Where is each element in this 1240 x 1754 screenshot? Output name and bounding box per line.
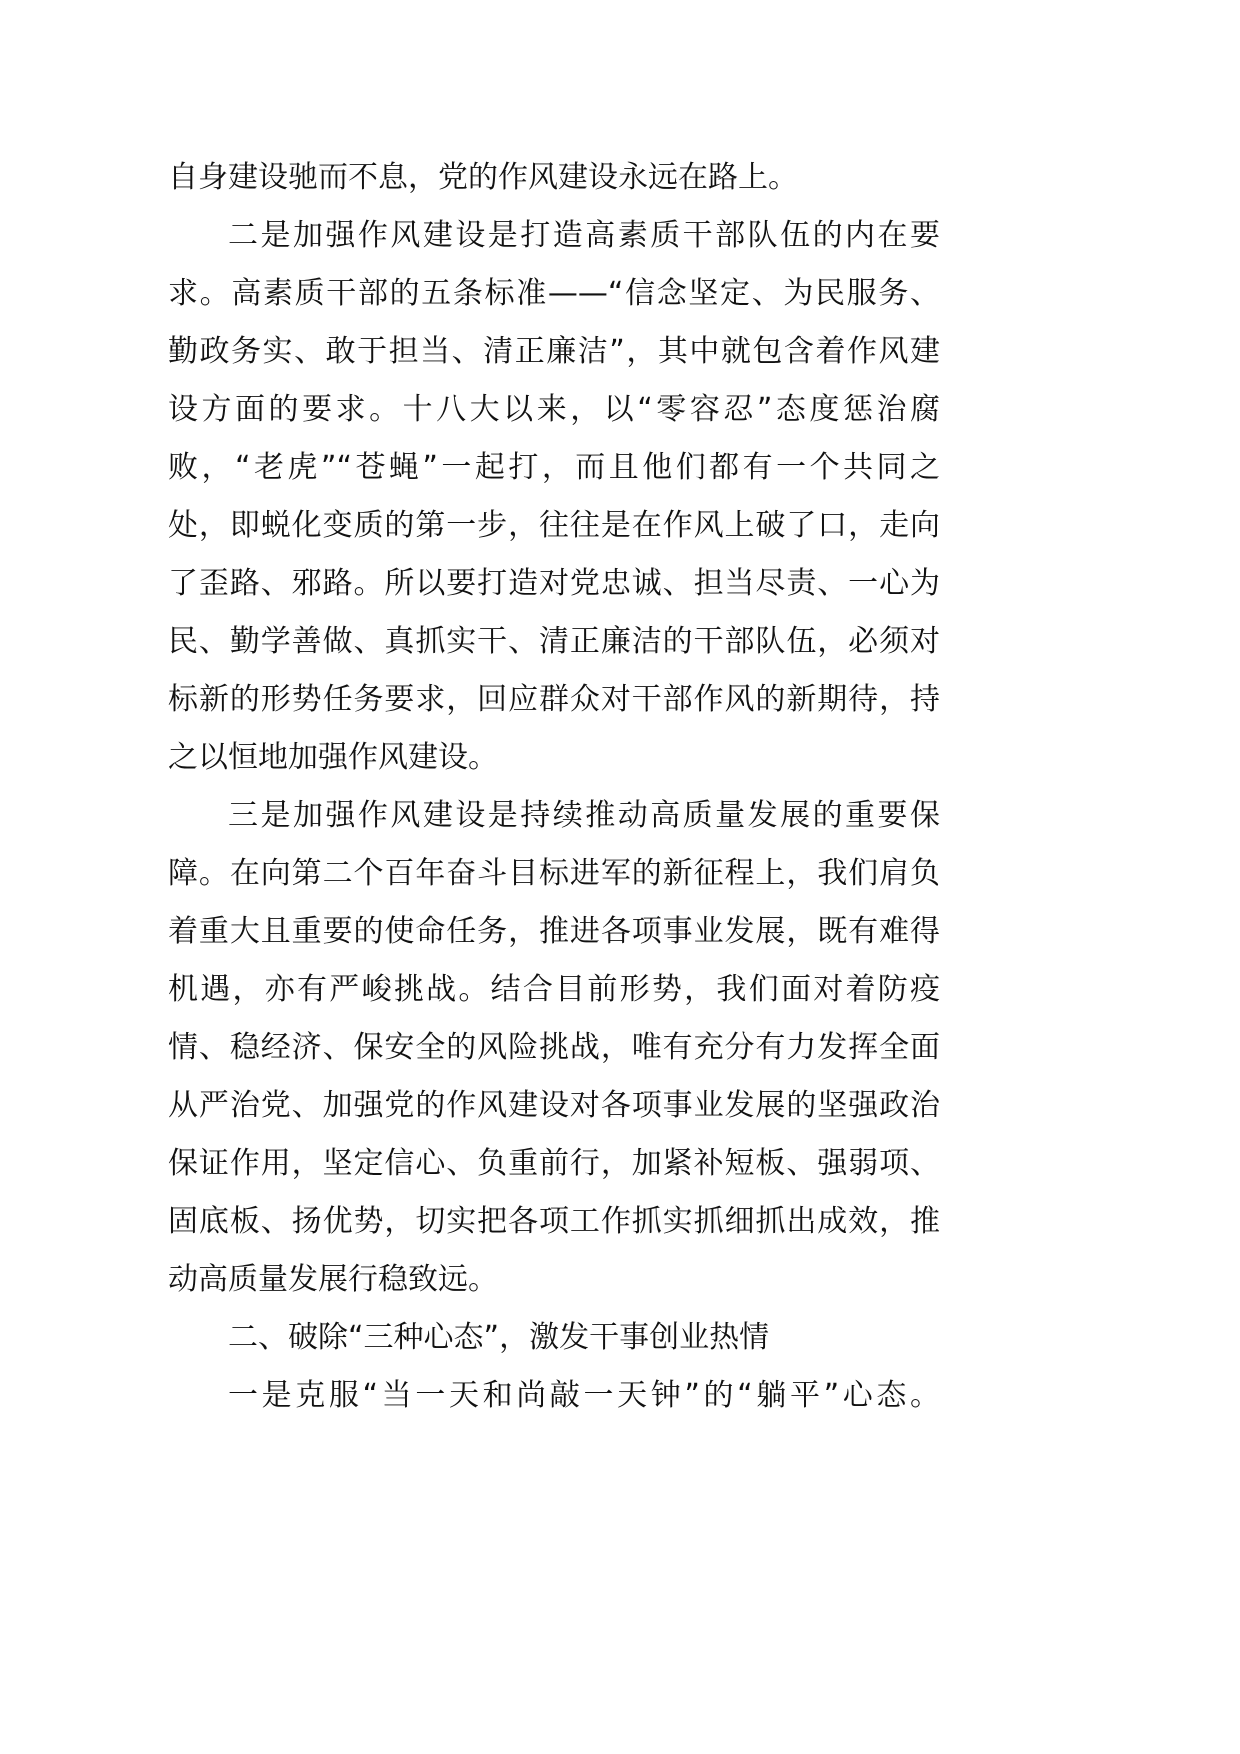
text-body bbox=[168, 149, 940, 1425]
text-line: 民、勤学善做、真抓实干、清正廉洁的干部队伍，必须对 bbox=[168, 624, 940, 659]
text-line: 固底板、扬优势，切实把各项工作抓实抓细抓出成效，推 bbox=[168, 1204, 940, 1239]
paragraph-next bbox=[168, 1367, 940, 1425]
text-line: 三是加强作风建设是持续推动高质量发展的重要保 bbox=[228, 798, 940, 833]
text-line: 处，即蜕化变质的第一步，往往是在作风上破了口，走向 bbox=[168, 508, 940, 543]
text-line: 二是加强作风建设是打造高素质干部队伍的内在要 bbox=[228, 218, 940, 253]
text-line: 设方面的要求。十八大以来，以“零容忍”态度惩治腐 bbox=[168, 392, 940, 427]
text-line: 求。高素质干部的五条标准——“信念坚定、为民服务、 bbox=[168, 276, 940, 311]
text-line: 保证作用，坚定信心、负重前行，加紧补短板、强弱项、 bbox=[168, 1146, 940, 1181]
text-line: 从严治党、加强党的作风建设对各项事业发展的坚强政治 bbox=[168, 1088, 940, 1123]
text-line: 动高质量发展行稳致远。 bbox=[168, 1262, 498, 1297]
text-line: 情、稳经济、保安全的风险挑战，唯有充分有力发挥全面 bbox=[168, 1030, 940, 1065]
section-heading-text: 二、破除“三种心态”，激发干事创业热情 bbox=[228, 1320, 770, 1355]
text-line: 败，“老虎”“苍蝇”一起打，而且他们都有一个共同之 bbox=[168, 450, 940, 485]
text-line: 了歪路、邪路。所以要打造对党忠诚、担当尽责、一心为 bbox=[168, 566, 940, 601]
text-line: 勤政务实、敢于担当、清正廉洁”，其中就包含着作风建 bbox=[168, 334, 940, 369]
text-line: 机遇，亦有严峻挑战。结合目前形势，我们面对着防疫 bbox=[168, 972, 940, 1007]
text-line: 自身建设驰而不息，党的作风建设永远在路上。 bbox=[168, 160, 798, 195]
section-heading bbox=[168, 1309, 940, 1367]
text-line: 之以恒地加强作风建设。 bbox=[168, 740, 498, 775]
text-line: 一是克服“当一天和尚敲一天钟”的“躺平”心态。 bbox=[228, 1378, 940, 1413]
text-line: 障。在向第二个百年奋斗目标进军的新征程上，我们肩负 bbox=[168, 856, 940, 891]
paragraph-work-style-development bbox=[168, 787, 940, 1309]
paragraph-continuation bbox=[168, 149, 940, 207]
text-line: 标新的形势任务要求，回应群众对干部作风的新期待，持 bbox=[168, 682, 940, 717]
text-line: 着重大且重要的使命任务，推进各项事业发展，既有难得 bbox=[168, 914, 940, 949]
paragraph-work-style-cadres bbox=[168, 207, 940, 787]
